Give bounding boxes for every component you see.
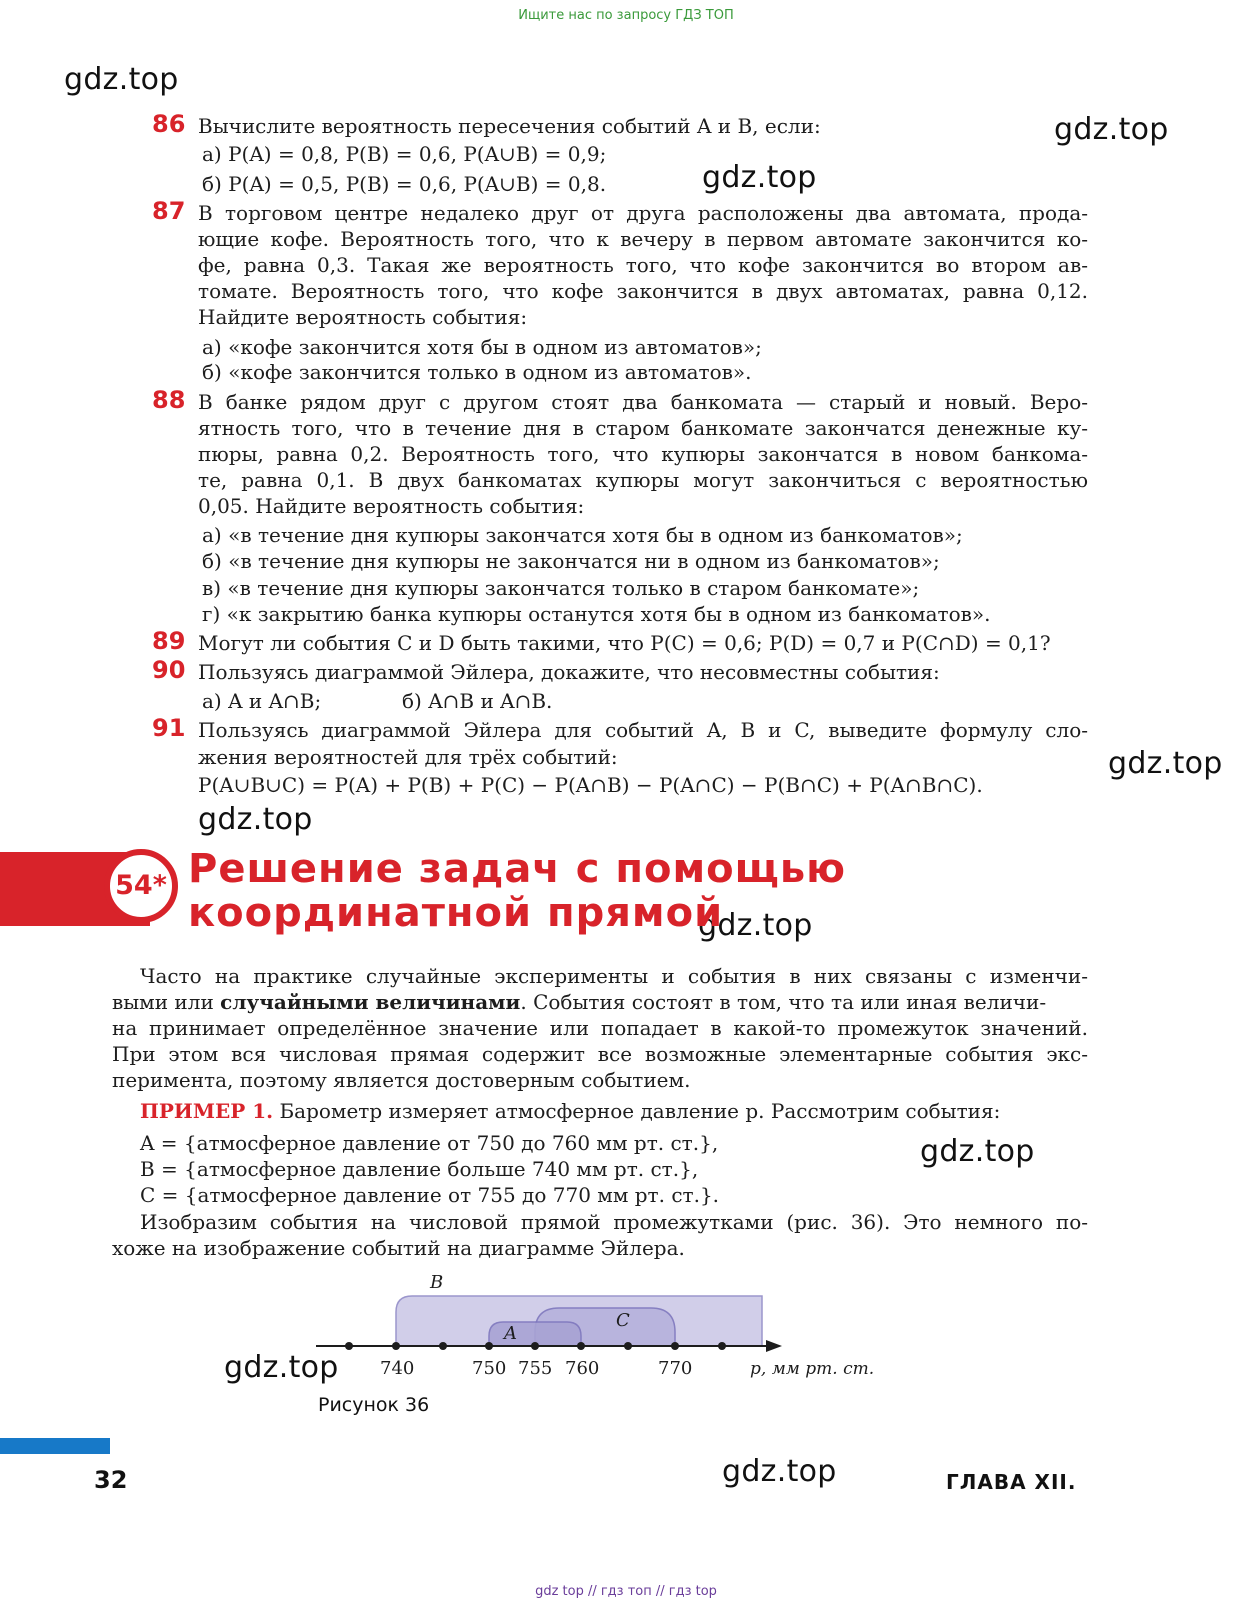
problem-item: а) «в течение дня купюры закончатся хотя бы в одном из банкоматов»; [202, 523, 963, 547]
problem-item: б) «кофе закончится только в одном из автоматов». [202, 360, 752, 384]
page-accent-bar [0, 1438, 110, 1454]
watermark: gdz.top [920, 1134, 1035, 1169]
tick-dot [624, 1342, 632, 1350]
section-number: 54* [115, 870, 167, 901]
figure-caption: Рисунок 36 [318, 1394, 430, 1416]
problem-text: пюры, равна 0,2. Вероятность того, что купюры закончатся в новом банкома- [198, 442, 1088, 466]
paragraph-line: на принимает определённое значение или попадает в какой-то промежуток значений. [112, 1016, 1088, 1040]
problem-text: те, равна 0,1. В двух банкоматах купюры могут закончиться с вероятностью [198, 468, 1088, 492]
chapter-label: ГЛАВА XII. [946, 1470, 1077, 1494]
watermark: gdz.top [198, 802, 313, 837]
label-c: C [616, 1310, 630, 1331]
problem-text: В банке рядом друг с другом стоят два банкомата — старый и новый. Веро- [198, 390, 1088, 414]
problem-text: ятность того, что в течение дня в старом банкомате закончатся денежные ку- [198, 416, 1088, 440]
problem-item: б) P(A) = 0,5, P(B) = 0,6, P(A∪B) = 0,8. [202, 172, 607, 196]
example-text: Барометр измеряет атмосферное давление p. Рассмотрим события: [273, 1099, 1001, 1123]
problem-text: ющие кофе. Вероятность того, что к вечеру в первом автомате закончится ко- [198, 227, 1088, 251]
paragraph-line: Часто на практике случайные эксперименты и события в них связаны с изменчи- [140, 964, 1088, 988]
problem-text: В торговом центре недалеко друг от друга расположены два автомата, прода- [198, 201, 1088, 225]
problem-number: 86 [152, 110, 186, 138]
problem-number: 87 [152, 197, 186, 225]
tick-dot [531, 1342, 539, 1350]
paragraph-line: хоже на изображение событий на диаграмме Эйлера. [112, 1236, 685, 1260]
axis-label: p, мм рт. ст. [750, 1359, 875, 1379]
paragraph-text: . События состоят в том, что та или иная величи- [520, 990, 1047, 1014]
tick-label: 760 [565, 1358, 600, 1379]
problem-item: а) A и A∩B; [202, 689, 322, 713]
formula: P(A∪B∪C) = P(A) + P(B) + P(C) − P(A∩B) − P(A∩C) − P(B∩C) + P(A∩B∩C). [198, 773, 983, 797]
tick-dot [345, 1342, 353, 1350]
problem-text: Найдите вероятность события: [198, 305, 528, 329]
watermark: gdz.top [224, 1350, 339, 1385]
section-badge [104, 849, 178, 923]
problem-number: 88 [152, 386, 186, 414]
watermark: gdz.top [1054, 112, 1169, 147]
watermark: gdz.top [702, 160, 817, 195]
paragraph-line [112, 989, 1088, 1015]
tick-dot [671, 1342, 679, 1350]
tick-dot [577, 1342, 585, 1350]
event-definition: C = {атмосферное давление от 755 до 770 мм рт. ст.}. [140, 1183, 720, 1207]
tick-dot [439, 1342, 447, 1350]
watermark: gdz.top [64, 62, 179, 97]
problem-text: 0,05. Найдите вероятность события: [198, 494, 585, 518]
tick-label: 750 [472, 1358, 507, 1379]
problem-number: 91 [152, 714, 186, 742]
paragraph-line: Изобразим события на числовой прямой промежутками (рис. 36). Это немного по- [140, 1210, 1088, 1234]
tick-dot [718, 1342, 726, 1350]
tick-dot [485, 1342, 493, 1350]
problem-text: Пользуясь диаграммой Эйлера для событий A, B и C, выведите формулу сло- [198, 718, 1088, 742]
term-random-values: случайными величинами [220, 990, 521, 1014]
section-title: координатной прямой [188, 890, 724, 936]
tick-dot [392, 1342, 400, 1350]
number-line-figure [310, 1270, 890, 1410]
problem-item: г) «к закрытию банка купюры останутся хотя бы в одном из банкоматов». [202, 602, 991, 626]
example-label: ПРИМЕР 1. [140, 1099, 274, 1123]
label-b: B [430, 1272, 444, 1293]
problem-text: томате. Вероятность того, что кофе закончится в двух автоматах, равна 0,12. [198, 279, 1088, 303]
paragraph-line: перимента, поэтому является достоверным событием. [112, 1068, 691, 1092]
paragraph-text: выми или [112, 990, 221, 1014]
event-definition: A = {атмосферное давление от 750 до 760 мм рт. ст.}, [140, 1131, 719, 1155]
problem-number: 89 [152, 627, 186, 655]
event-definition: B = {атмосферное давление больше 740 мм рт. ст.}, [140, 1157, 699, 1181]
problem-item: а) P(A) = 0,8, P(B) = 0,6, P(A∪B) = 0,9; [202, 142, 607, 166]
problem-text: Могут ли события C и D быть такими, что P(C) = 0,6; P(D) = 0,7 и P(C∩D) = 0,1? [198, 631, 1051, 655]
page-number: 32 [94, 1466, 128, 1494]
axis-arrow [766, 1340, 782, 1352]
watermark: gdz.top [1108, 746, 1223, 781]
problem-item: а) «кофе закончится хотя бы в одном из автоматов»; [202, 335, 762, 359]
section-title: Решение задач с помощью [188, 846, 847, 892]
problem-text: Вычислите вероятность пересечения событий A и B, если: [198, 114, 821, 138]
tick-label: 770 [658, 1358, 693, 1379]
paragraph-line: При этом вся числовая прямая содержит все возможные элементарные события экс- [112, 1042, 1088, 1066]
example-line [140, 1098, 1088, 1124]
tick-label: 755 [518, 1358, 553, 1379]
problem-item: б) A∩B и A∩B. [402, 689, 553, 713]
problem-text: фе, равна 0,3. Такая же вероятность того, что кофе закончится во втором ав- [198, 253, 1088, 277]
header-note: Ищите нас по запросу ГДЗ ТОП [518, 8, 734, 23]
problem-number: 90 [152, 656, 186, 684]
problem-text: жения вероятностей для трёх событий: [198, 745, 618, 769]
footer-note: gdz top // гдз топ // гдз top [535, 1584, 717, 1599]
tick-label: 740 [380, 1358, 415, 1379]
problem-item: в) «в течение дня купюры закончатся только в старом банкомате»; [202, 576, 920, 600]
watermark: gdz.top [698, 908, 813, 943]
watermark: gdz.top [722, 1454, 837, 1489]
problem-item: б) «в течение дня купюры не закончатся ни в одном из банкоматов»; [202, 549, 940, 573]
problem-text: Пользуясь диаграммой Эйлера, докажите, что несовместны события: [198, 660, 940, 684]
label-a: A [504, 1323, 517, 1344]
